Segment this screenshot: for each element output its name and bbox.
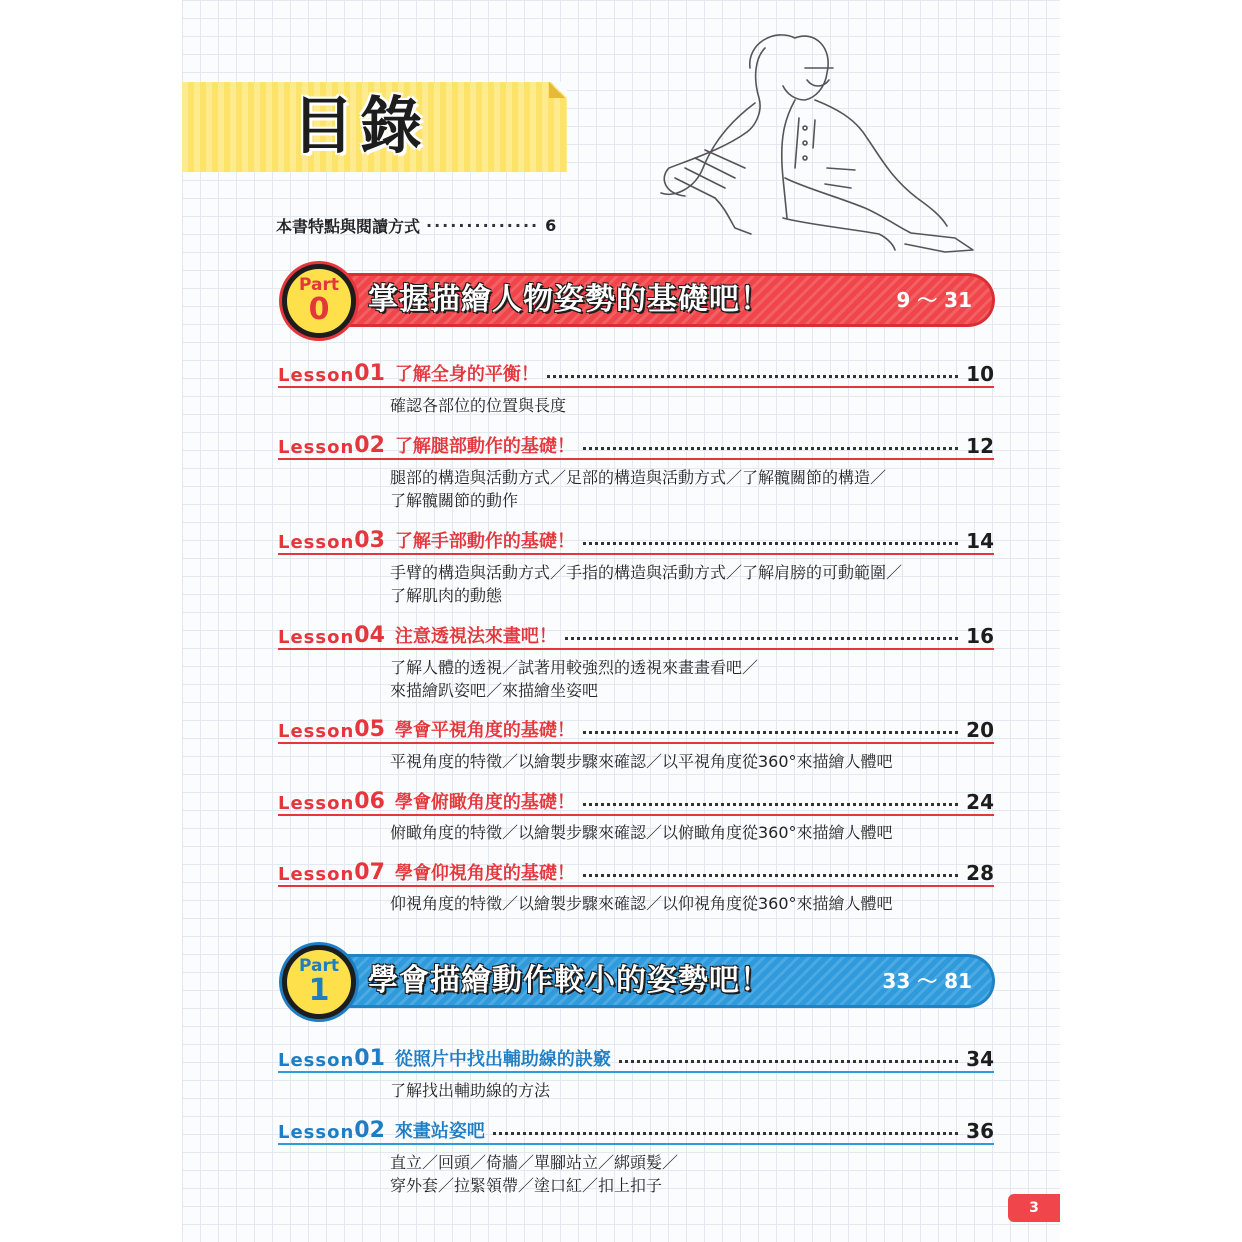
part-word: Part [299, 275, 339, 295]
lesson-rule [278, 885, 994, 887]
lesson-word: Lesson [278, 627, 355, 648]
lesson-number: 07 [354, 860, 385, 885]
part-0-range: 9 ～ 31 [896, 288, 972, 312]
lesson-page: 20 [966, 718, 994, 742]
description-line: 了解髖關節的動作 [390, 491, 519, 510]
lesson-entry[interactable] [278, 712, 994, 742]
page-number-tab: 3 [1008, 1194, 1060, 1222]
lesson-title: 了解全身的平衡！ [394, 364, 539, 385]
lesson-description [390, 821, 990, 844]
lesson-title: 學會仰視角度的基礎！ [394, 863, 575, 884]
leader-dots [547, 375, 958, 378]
lesson-title: 注意透視法來畫吧！ [394, 626, 557, 647]
lesson-page: 34 [966, 1047, 994, 1071]
lesson-number: 01 [354, 1046, 385, 1071]
lesson-page: 24 [966, 790, 994, 814]
lesson-rule [278, 386, 994, 388]
intro-page: 6 [545, 215, 557, 235]
lesson-word: Lesson [278, 793, 355, 814]
lesson-number: 02 [354, 1118, 385, 1143]
description-line: 手臂的構造與活動方式／手指的構造與活動方式／了解肩膀的可動範圍／ [390, 563, 903, 582]
description-line: 直立／回頭／倚牆／單腳站立／綁頭髮／ [390, 1153, 679, 1172]
intro-label: 本書特點與閱讀方式 [276, 216, 421, 236]
part-0-badge [282, 264, 356, 338]
lesson-rule [278, 553, 994, 555]
description-line: 腿部的構造與活動方式／足部的構造與活動方式／了解髖關節的構造／ [390, 468, 887, 487]
description-line: 穿外套／拉緊領帶／塗口紅／扣上扣子 [390, 1176, 663, 1195]
leader-dots [565, 637, 958, 640]
lesson-description [390, 394, 990, 417]
lesson-word: Lesson [278, 721, 355, 742]
lesson-entry[interactable] [278, 356, 994, 386]
lesson-rule [278, 1143, 994, 1145]
lesson-description [390, 1079, 990, 1102]
part-1-range: 33 ～ 81 [882, 969, 972, 993]
lesson-entry[interactable] [278, 784, 994, 814]
lesson-word: Lesson [278, 864, 355, 885]
leader-dots [619, 1060, 958, 1063]
title-banner-fold [549, 82, 565, 98]
leader-dots [583, 874, 958, 877]
description-line: 俯瞰角度的特徵／以繪製步驟來確認／以俯瞰角度從360°來描繪人體吧 [390, 823, 893, 842]
lesson-page: 12 [966, 434, 994, 458]
lesson-number: 05 [354, 717, 385, 742]
lesson-page: 28 [966, 861, 994, 885]
lesson-title: 了解手部動作的基礎！ [394, 531, 575, 552]
lesson-word: Lesson [278, 365, 355, 386]
description-line: 確認各部位的位置與長度 [390, 396, 567, 415]
description-line: 了解找出輔助線的方法 [390, 1081, 551, 1100]
intro-leader-dots: ·············· [426, 215, 540, 235]
lesson-entry[interactable] [278, 523, 994, 553]
lesson-page: 10 [966, 362, 994, 386]
lesson-rule [278, 648, 994, 650]
lesson-title: 學會平視角度的基礎！ [394, 720, 575, 741]
part-1-title: 學會描繪動作較小的姿勢吧！ [368, 963, 771, 998]
lesson-rule [278, 1071, 994, 1073]
lesson-entry[interactable] [278, 428, 994, 458]
lesson-description [390, 1151, 990, 1197]
lesson-description [390, 466, 990, 512]
description-line: 了解肌肉的動態 [390, 586, 503, 605]
lesson-title: 來畫站姿吧 [394, 1121, 485, 1142]
lesson-word: Lesson [278, 532, 355, 553]
lesson-number: 06 [354, 789, 385, 814]
lesson-rule [278, 814, 994, 816]
lesson-number: 01 [354, 361, 385, 386]
part-number: 1 [308, 973, 330, 1008]
lesson-word: Lesson [278, 1122, 355, 1143]
leader-dots [583, 542, 958, 545]
lesson-word: Lesson [278, 437, 355, 458]
lesson-description [390, 561, 990, 607]
lesson-description [390, 892, 990, 915]
description-line: 平視角度的特徵／以繪製步驟來確認／以平視角度從360°來描繪人體吧 [390, 752, 893, 771]
lesson-word: Lesson [278, 1050, 355, 1071]
lesson-page: 14 [966, 529, 994, 553]
page-title: 目錄 [292, 89, 429, 162]
lesson-page: 16 [966, 624, 994, 648]
part-0-title: 掌握描繪人物姿勢的基礎吧！ [368, 282, 771, 317]
description-line: 了解人體的透視／試著用較強烈的透視來畫畫看吧／ [390, 658, 759, 677]
lesson-number: 02 [354, 433, 385, 458]
part-number: 0 [308, 292, 330, 327]
two-students-sitting-illustration [655, 28, 985, 253]
lesson-entry[interactable] [278, 855, 994, 885]
lesson-title: 學會俯瞰角度的基礎！ [394, 792, 575, 813]
lesson-rule [278, 742, 994, 744]
description-line: 仰視角度的特徵／以繪製步驟來確認／以仰視角度從360°來描繪人體吧 [390, 894, 893, 913]
lesson-rule [278, 458, 994, 460]
lesson-title: 從照片中找出輔助線的訣竅 [394, 1049, 611, 1070]
lesson-title: 了解腿部動作的基礎！ [394, 436, 575, 457]
lesson-entry[interactable] [278, 1041, 994, 1071]
lesson-description [390, 656, 990, 702]
leader-dots [493, 1132, 958, 1135]
lesson-number: 04 [354, 623, 385, 648]
part-word: Part [299, 956, 339, 976]
lesson-entry[interactable] [278, 1113, 994, 1143]
lesson-description [390, 750, 990, 773]
leader-dots [583, 803, 958, 806]
leader-dots [583, 447, 958, 450]
lesson-number: 03 [354, 528, 385, 553]
lesson-page: 36 [966, 1119, 994, 1143]
description-line: 來描繪趴姿吧／來描繪坐姿吧 [390, 681, 599, 700]
part-1-badge [282, 945, 356, 1019]
lesson-entry[interactable] [278, 618, 994, 648]
leader-dots [583, 731, 958, 734]
intro-entry[interactable] [276, 212, 576, 238]
